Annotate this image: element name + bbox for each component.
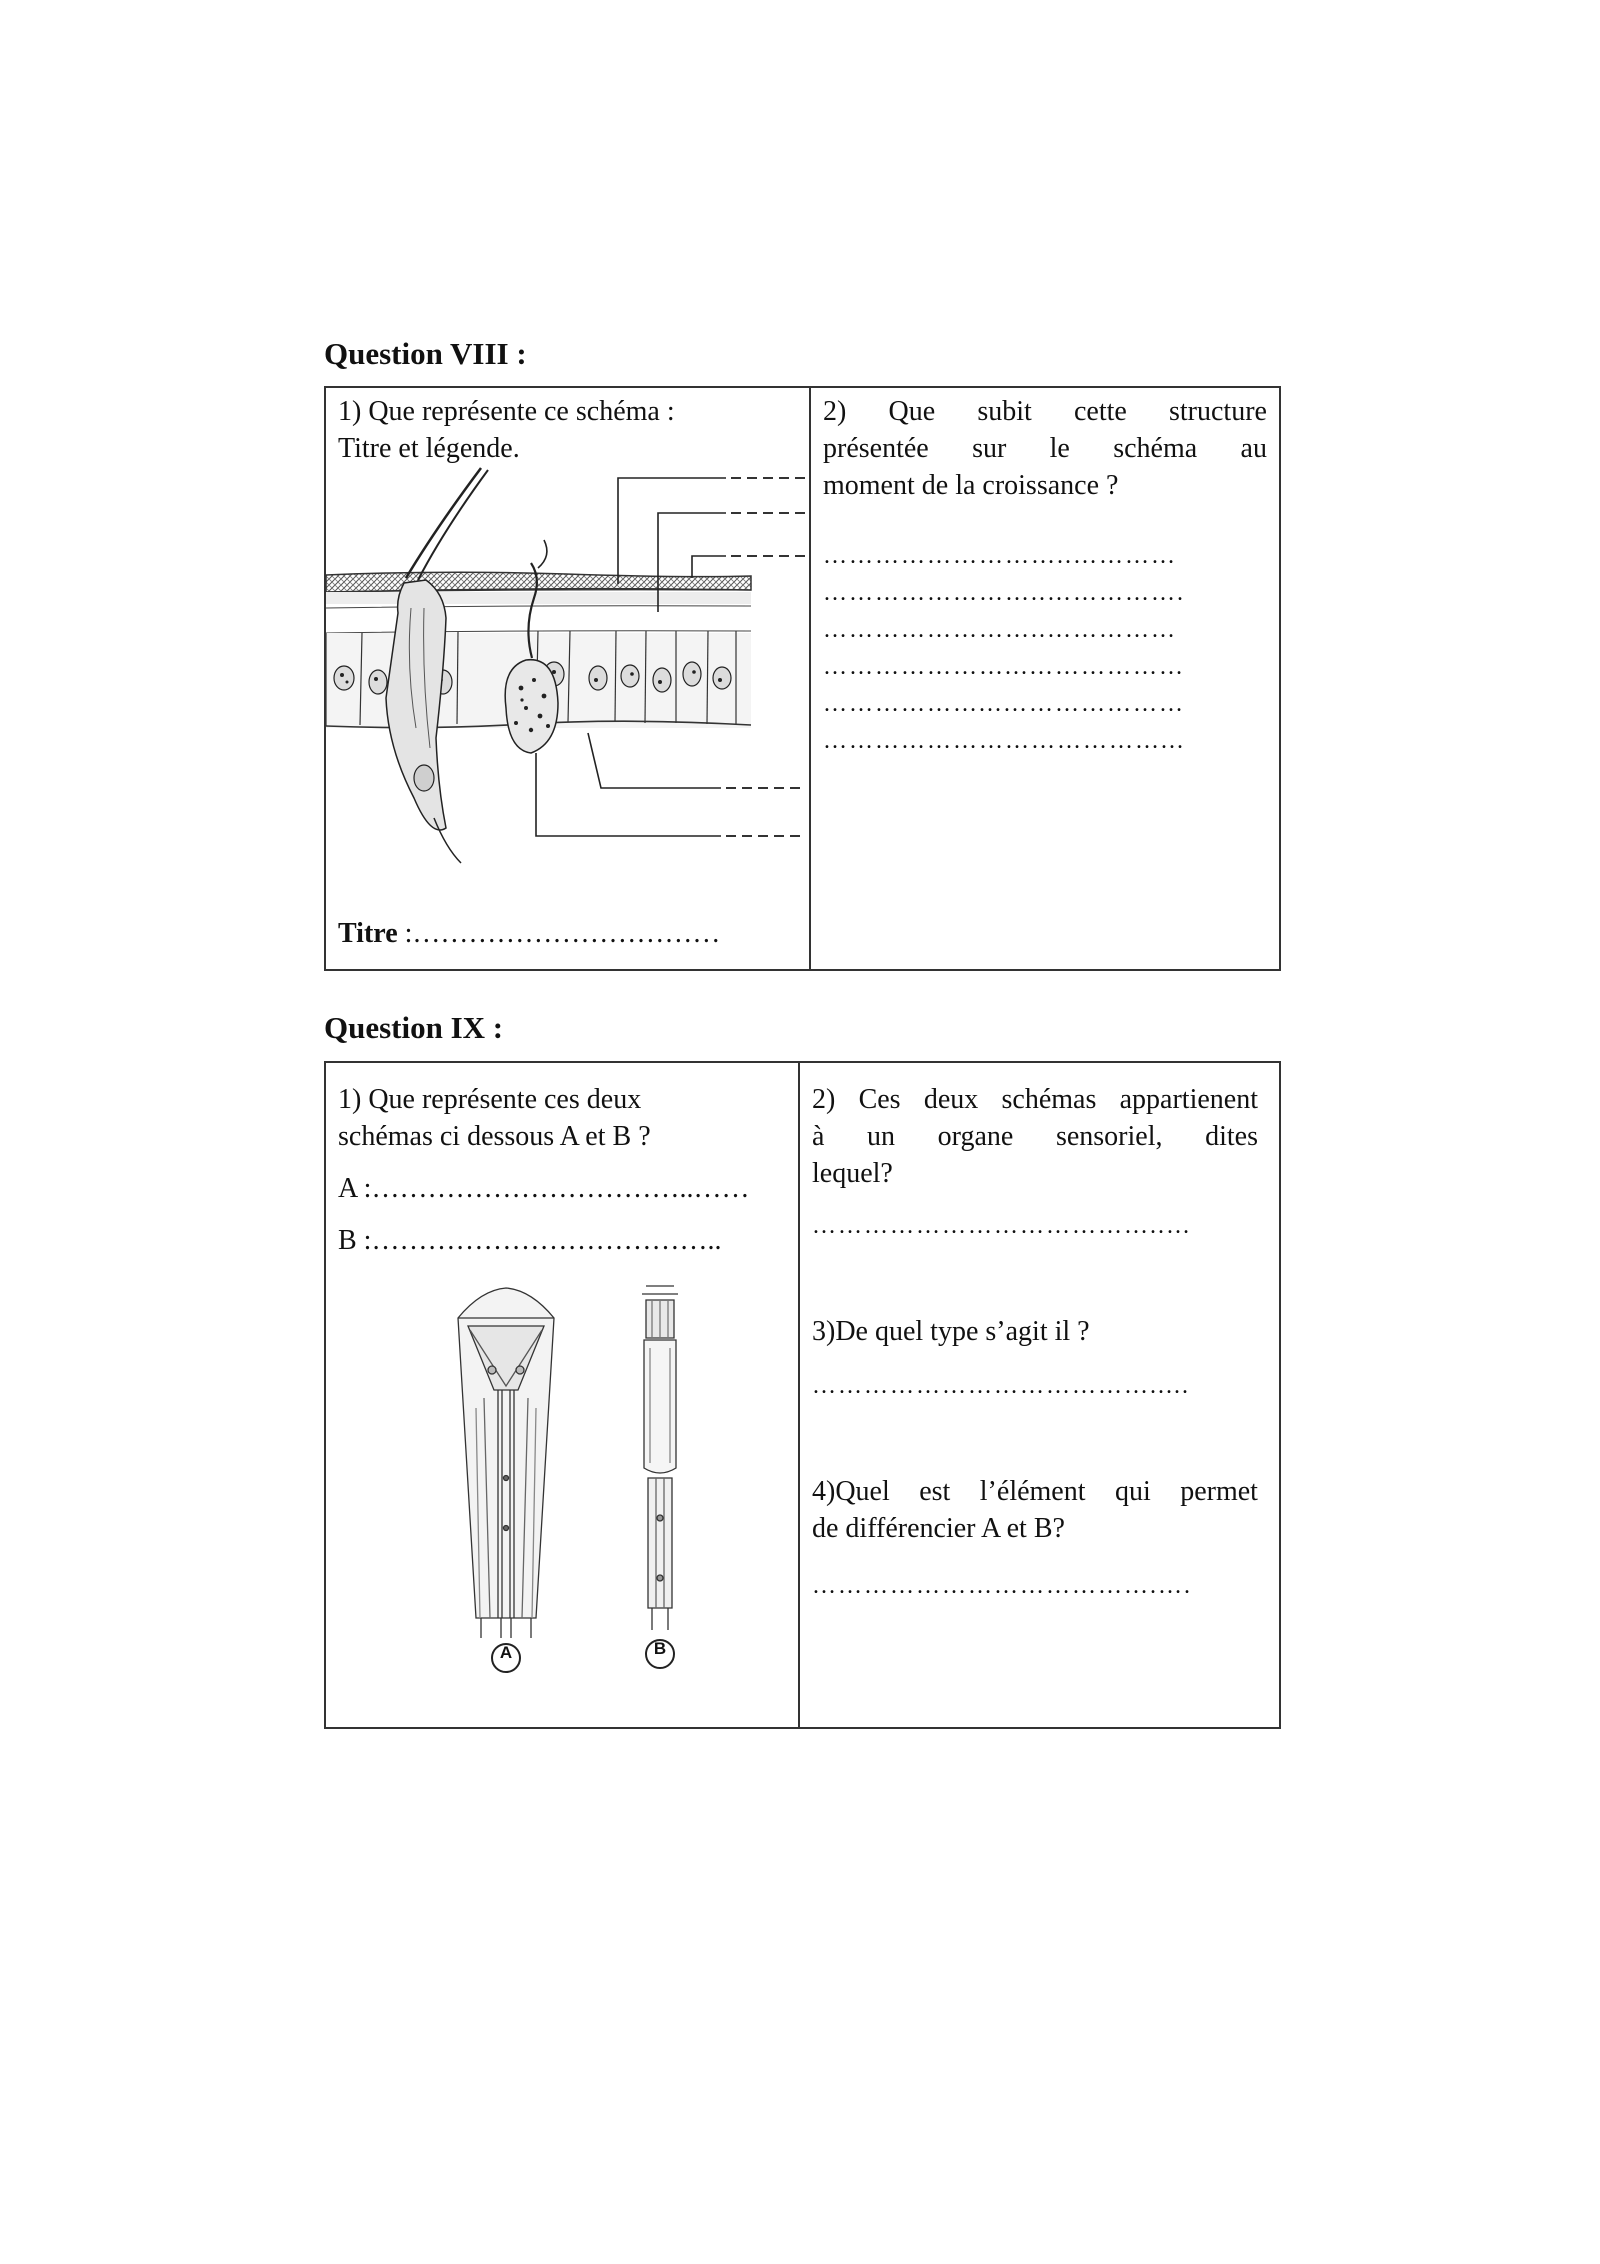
question-9-table — [324, 1061, 1281, 1729]
q8-question2-line1 — [823, 393, 1267, 430]
q8-answer-line-3[interactable]: ……………………..…………… — [823, 617, 1177, 643]
word: est — [919, 1476, 951, 1507]
answer-a-line[interactable]: A :……………………………..…… — [338, 1173, 750, 1204]
label-b: B — [653, 1639, 667, 1658]
word: 2) — [823, 396, 847, 427]
q8-title-line — [338, 918, 720, 950]
word: un — [867, 1121, 896, 1152]
answer-b-line[interactable]: B :……………………………….. — [338, 1225, 722, 1256]
word: présentée — [823, 433, 929, 464]
q8-answer-line-4[interactable]: …………………...……………… — [823, 654, 1185, 680]
q9-q4-line2: de différencier A et B? — [812, 1513, 1065, 1544]
table-divider — [798, 1063, 800, 1727]
photoreceptor-diagrams — [426, 1278, 746, 1678]
q9-q4-line1 — [812, 1473, 1258, 1510]
word: 4)Quel — [812, 1476, 890, 1507]
q8-answer-line-1[interactable]: ………………………..………… — [823, 543, 1177, 569]
q9-q3-answer[interactable]: …………………………………..... — [812, 1373, 1190, 1399]
word: subit — [977, 396, 1032, 427]
word: sur — [972, 433, 1007, 464]
q9-q4-prompt — [812, 1473, 1258, 1547]
q9-q3-prompt: 3)De quel type s’agit il ? — [812, 1316, 1090, 1347]
word: 2) — [812, 1084, 836, 1115]
question-9-title: Question IX : — [324, 1010, 504, 1045]
word: deux — [923, 1084, 979, 1115]
q8-question2-line3: moment de la croissance ? — [823, 470, 1119, 501]
diagram-a — [458, 1288, 554, 1638]
word: dites — [1205, 1121, 1258, 1152]
skin-diagram — [326, 468, 806, 888]
word: qui — [1114, 1476, 1151, 1507]
word: sensoriel, — [1055, 1121, 1163, 1152]
q8-right-prompt — [823, 393, 1267, 504]
question-8-table — [324, 386, 1281, 971]
word: schémas — [1001, 1084, 1097, 1115]
q9-q2-line2 — [812, 1118, 1258, 1155]
word: organe — [937, 1121, 1014, 1152]
word: au — [1240, 433, 1267, 464]
q8-prompt-line2: Titre et légende. — [338, 433, 520, 464]
word: Que — [888, 396, 936, 427]
table-divider — [809, 388, 811, 969]
q9-q2-line1 — [812, 1081, 1258, 1118]
titre-blank[interactable]: :…………………………… — [404, 918, 721, 949]
word: l’élément — [979, 1476, 1086, 1507]
word: cette — [1073, 396, 1127, 427]
q9-q2-line3: lequel? — [812, 1158, 893, 1189]
q8-prompt-line1: 1) Que représente ce schéma : — [338, 396, 675, 427]
q9-right-q2 — [812, 1081, 1258, 1192]
q8-question2-line2 — [823, 430, 1267, 467]
titre-label: Titre — [338, 918, 398, 949]
word: Ces — [858, 1084, 901, 1115]
word: permet — [1180, 1476, 1258, 1507]
q9-left-prompt — [338, 1081, 651, 1155]
word: à — [812, 1121, 825, 1152]
question-8-title: Question VIII : — [324, 336, 527, 371]
label-a: A — [499, 1643, 513, 1662]
word: le — [1049, 433, 1070, 464]
q8-answer-line-5[interactable]: ………………...………………… — [823, 691, 1185, 717]
q8-answer-line-6[interactable]: …………………………………... — [823, 728, 1185, 754]
word: structure — [1168, 396, 1267, 427]
word: schéma — [1113, 433, 1198, 464]
q8-answer-line-2[interactable]: ……………………..……………. — [823, 580, 1185, 606]
word: appartienent — [1119, 1084, 1258, 1115]
q9-prompt-line2: schémas ci dessous A et B ? — [338, 1121, 651, 1152]
q9-prompt-line1: 1) Que représente ces deux — [338, 1084, 642, 1115]
q8-left-prompt — [338, 393, 675, 467]
diagram-b — [642, 1286, 678, 1630]
q9-q2-answer[interactable]: …………………………………..… — [812, 1213, 1192, 1239]
q9-q4-answer[interactable]: ………………………………….…. — [812, 1573, 1192, 1599]
